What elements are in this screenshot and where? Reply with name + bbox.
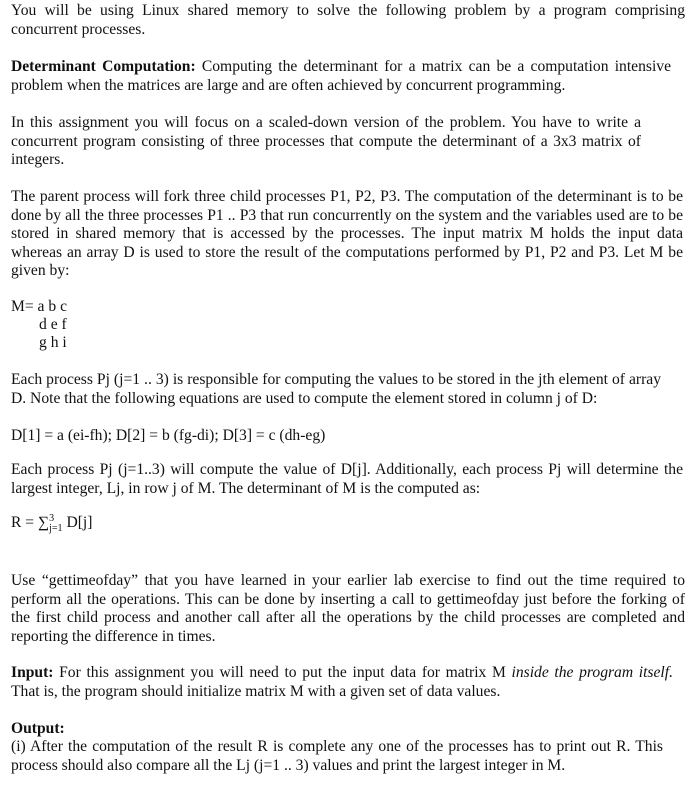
intro-paragraph: You will be using Linux shared memory to solve the following problem by a program comprising concurrent processes. bbox=[11, 2, 685, 38]
determinant-formula bbox=[11, 514, 92, 535]
input-text-after: That is, the program should initialize matrix M with a given set of data values. bbox=[11, 682, 501, 700]
parent-process-paragraph: The parent process will fork three child processes P1, P2, P3. The computation of the determinant is to be done by all the three processes P1 .. P3 that run concurrently on the system and the variables used are to be stored in shared memory that is accessed by the processes. The input matrix M holds the input data whereas an array D is used to store the result of the computations performed by P1, P2 and P3. Let M be given by: bbox=[11, 188, 683, 279]
formula-term: D[j] bbox=[62, 514, 93, 531]
determinant-heading: Determinant Computation: bbox=[11, 58, 196, 75]
matrix-row-2: d e f bbox=[39, 316, 67, 333]
timing-paragraph: Use “gettimeofday” that you have learned in your earlier lab exercise to find out the time required to perform all the operations. This can be done by inserting a call to gettimeofday just before the forking of the first child process and another call after all the operations by the child processes are completed and reporting the difference in times. bbox=[11, 572, 685, 645]
matrix-row-3: g h i bbox=[39, 334, 67, 351]
output-item-1: (i) After the computation of the result R is complete any one of the processes has to print out R. This process should also compare all the Lj (j=1 .. 3) values and print the largest integer in M. bbox=[11, 738, 663, 774]
summation-symbol: ∑ bbox=[38, 514, 50, 531]
equations-line: D[1] = a (ei-fh); D[2] = b (fg-di); D[3] = c (dh-eg) bbox=[11, 427, 326, 444]
summation-upper: 3 bbox=[49, 513, 55, 524]
input-text-before: For this assignment you will need to put the input data for matrix M bbox=[53, 664, 512, 681]
input-paragraph bbox=[11, 664, 673, 701]
input-text-italic: inside the program itself. bbox=[511, 664, 673, 681]
formula-lhs: R = bbox=[11, 514, 38, 531]
matrix-row-1: M= a b c bbox=[11, 298, 67, 315]
each-process-paragraph: Each process Pj (j=1 .. 3) is responsible for computing the values to be stored in the jth element of array D. Note that the following equations are used to compute the element stored in column j of D: bbox=[11, 371, 661, 407]
determinant-text: Computing the determinant for a matrix can be a computation intensive problem when the matrices are large and are often achieved by concurrent programming. bbox=[11, 58, 671, 94]
each-process-2-paragraph: Each process Pj (j=1..3) will compute the value of D[j]. Additionally, each process Pj will determine the largest integer, Lj, in row j of M. The determinant of M is the computed as: bbox=[11, 461, 683, 497]
assignment-paragraph: In this assignment you will focus on a scaled-down version of the problem. You have to write a concurrent program consisting of three processes that compute the determinant of a 3x3 matrix of integers. bbox=[11, 114, 641, 168]
summation-lower: j=1 bbox=[49, 523, 63, 534]
matrix-m bbox=[11, 298, 211, 355]
determinant-paragraph bbox=[11, 58, 671, 95]
input-heading: Input: bbox=[11, 664, 54, 681]
output-heading: Output: bbox=[11, 720, 65, 737]
